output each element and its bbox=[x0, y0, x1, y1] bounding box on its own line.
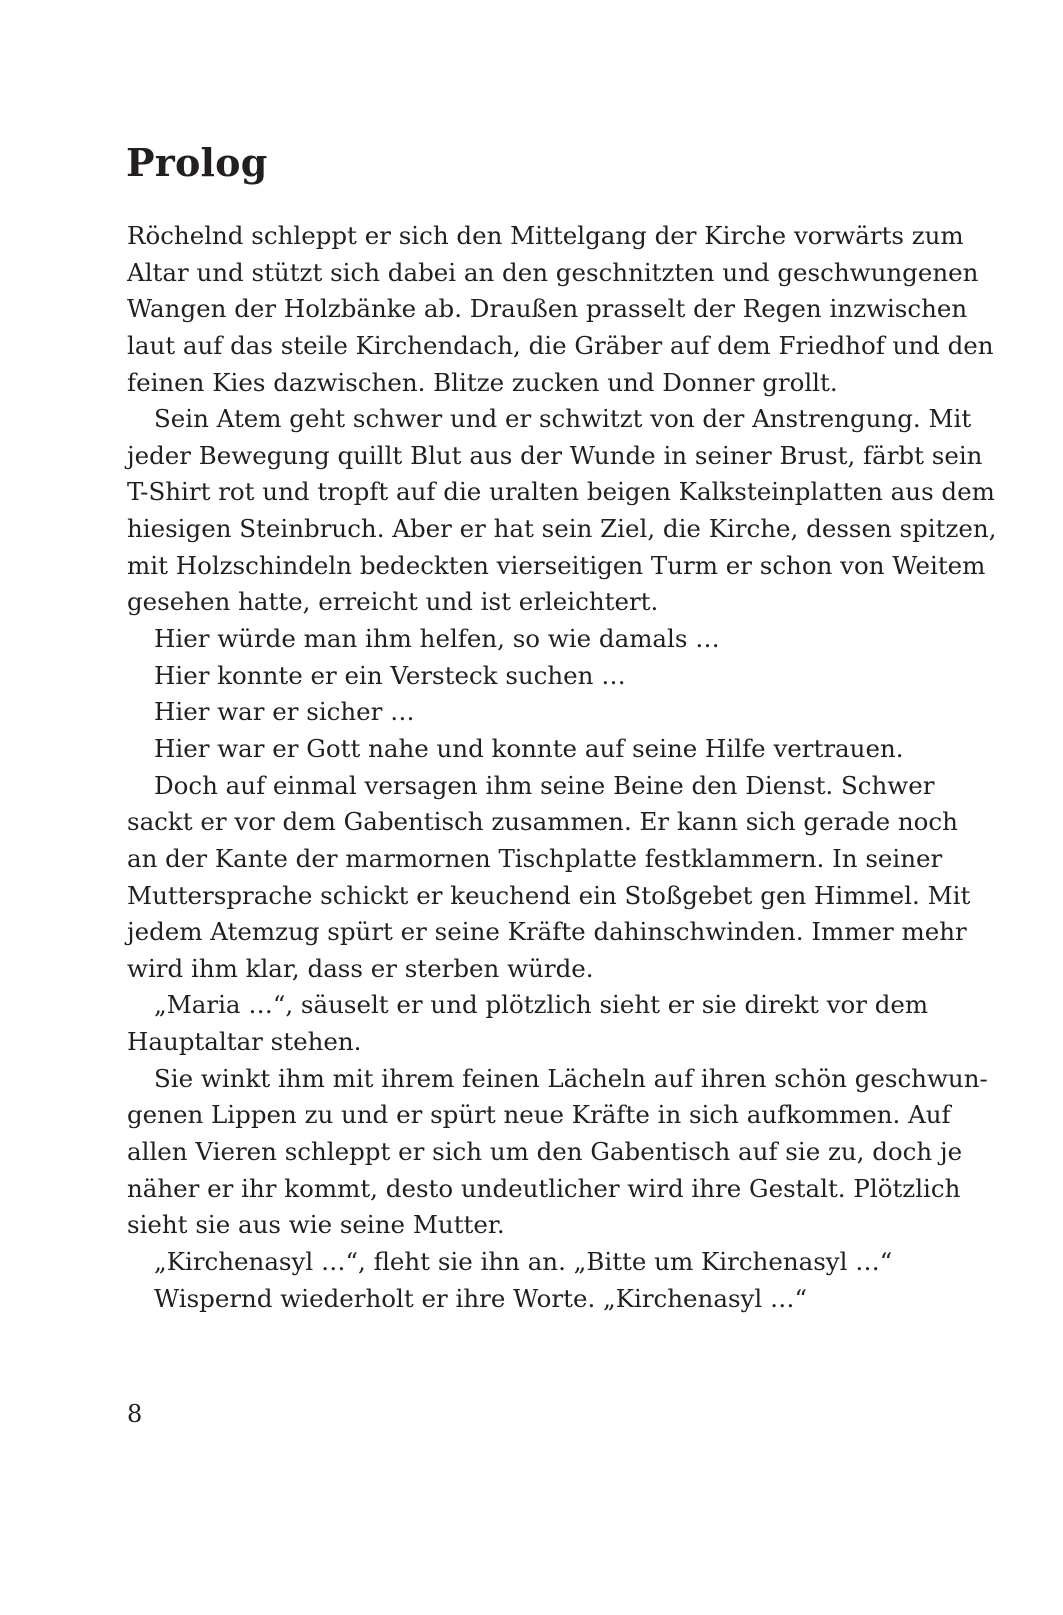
text-line: Wangen der Holzbänke ab. Draußen prasselt der Regen inzwischen bbox=[127, 294, 968, 324]
text-line: „Maria …“, säuselt er und plötzlich sieht er sie direkt vor dem bbox=[154, 990, 929, 1020]
text-line: gesehen hatte, erreicht und ist erleichtert. bbox=[127, 587, 659, 617]
text-line: Sein Atem geht schwer und er schwitzt von der Anstrengung. Mit bbox=[154, 404, 972, 434]
text-line: genen Lippen zu und er spürt neue Kräfte in sich aufkommen. Auf bbox=[127, 1100, 951, 1130]
text-line: allen Vieren schleppt er sich um den Gabentisch auf sie zu, doch je bbox=[127, 1137, 963, 1167]
text-line: T-Shirt rot und tropft auf die uralten beigen Kalksteinplatten aus dem bbox=[127, 477, 995, 507]
text-line: jeder Bewegung quillt Blut aus der Wunde in seiner Brust, färbt sein bbox=[127, 440, 983, 470]
text-line: näher er ihr kommt, desto undeutlicher wird ihre Gestalt. Plötzlich bbox=[127, 1173, 961, 1203]
text-line: Hier war er sicher … bbox=[154, 697, 415, 727]
text-line: feinen Kies dazwischen. Blitze zucken und Donner grollt. bbox=[127, 367, 838, 397]
text-line: „Kirchenasyl …“, fleht sie ihn an. „Bitte um Kirchenasyl …“ bbox=[154, 1246, 893, 1276]
text-line: wird ihm klar, dass er sterben würde. bbox=[127, 953, 594, 983]
text-line: Altar und stützt sich dabei an den geschnitzten und geschwungenen bbox=[127, 257, 979, 287]
text-line: Hier würde man ihm helfen, so wie damals … bbox=[154, 624, 720, 654]
text-line: Doch auf einmal versagen ihm seine Beine den Dienst. Schwer bbox=[154, 770, 935, 800]
text-line: sackt er vor dem Gabentisch zusammen. Er kann sich gerade noch bbox=[127, 807, 958, 837]
text-line: Hauptaltar stehen. bbox=[127, 1027, 362, 1057]
chapter-title: Prolog bbox=[126, 140, 268, 185]
text-line: Hier konnte er ein Versteck suchen … bbox=[154, 660, 626, 690]
text-line: Röchelnd schleppt er sich den Mittelgang der Kirche vorwärts zum bbox=[127, 221, 964, 250]
text-line: mit Holzschindeln bedeckten vierseitigen Turm er schon von Weitem bbox=[127, 550, 986, 580]
text-line: sieht sie aus wie seine Mutter. bbox=[127, 1210, 505, 1240]
text-line: an der Kante der marmornen Tischplatte festklammern. In seiner bbox=[127, 843, 943, 873]
text-line: jedem Atemzug spürt er seine Kräfte dahinschwinden. Immer mehr bbox=[127, 917, 967, 947]
text-line: Sie winkt ihm mit ihrem feinen Lächeln auf ihren schön geschwun- bbox=[154, 1063, 988, 1093]
text-line: Wispernd wiederholt er ihre Worte. „Kirchenasyl …“ bbox=[154, 1283, 808, 1313]
text-line: laut auf das steile Kirchendach, die Gräber auf dem Friedhof und den bbox=[127, 330, 994, 360]
text-line: Hier war er Gott nahe und konnte auf seine Hilfe vertrauen. bbox=[154, 733, 904, 763]
text-line: Muttersprache schickt er keuchend ein Stoßgebet gen Himmel. Mit bbox=[127, 880, 971, 910]
body-text bbox=[127, 218, 997, 1317]
text-line: hiesigen Steinbruch. Aber er hat sein Ziel, die Kirche, dessen spitzen, bbox=[127, 514, 997, 544]
page-number: 8 bbox=[127, 1400, 143, 1428]
